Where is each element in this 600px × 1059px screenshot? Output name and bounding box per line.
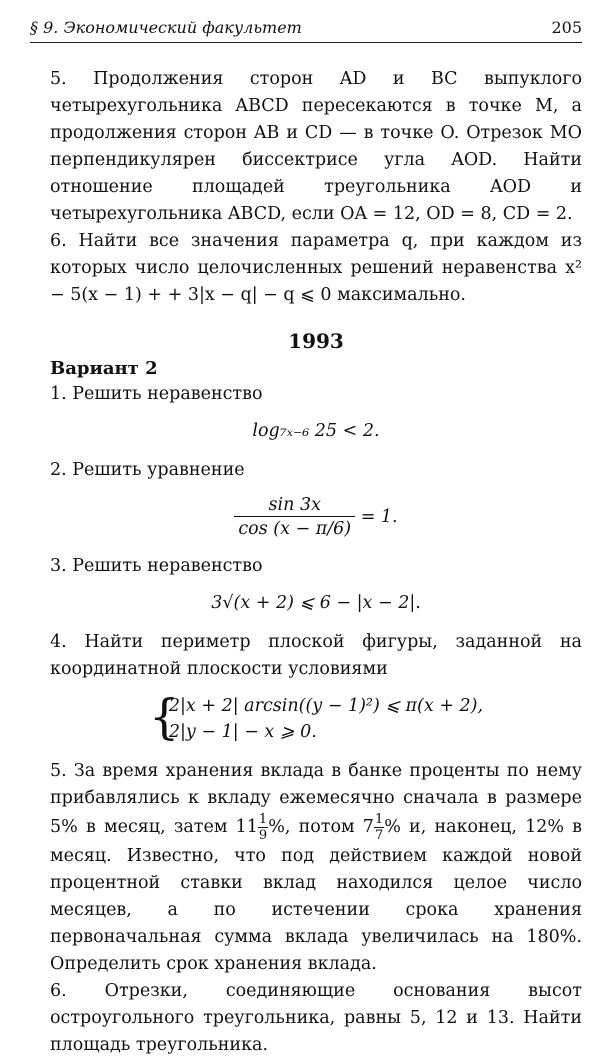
frac2-den: 7: [374, 828, 384, 843]
fraction: [234, 494, 355, 541]
year-heading: 1993: [288, 329, 344, 353]
page-number: 205: [551, 18, 582, 37]
page-content: [50, 66, 582, 1059]
brace-icon: {: [148, 689, 180, 745]
mixed-fraction-1: [258, 812, 268, 843]
problem-1-text: 1. Решить неравенство: [50, 384, 263, 404]
system-line-2: 2|y − 1| − x ⩾ 0.: [168, 722, 317, 742]
problem-5-part-1: 5. За время хранения вклада в банке проценты по нему прибавлялись к вкладу ежемесячно сначала в размере 5% в месяц, затем 11: [50, 761, 582, 837]
problem-6-text: 6. Отрезки, соединяющие основания высот остроугольного треугольника, равны 5, 12 и 13. Найти площадь треугольника.: [50, 981, 582, 1055]
problem-2-text: 2. Решить уравнение: [50, 460, 245, 480]
variant-heading: Вариант 2: [50, 358, 158, 379]
header-rule: [30, 42, 582, 43]
problem-4-system: [50, 689, 582, 746]
problem-5-text: [50, 758, 582, 978]
system-of-inequalities: [148, 689, 484, 745]
problem-5-part-2: %, потом 7: [268, 817, 374, 837]
running-header: [30, 12, 582, 42]
fraction-denominator: cos (x − π/6): [238, 519, 352, 539]
problem-2-formula: [50, 494, 582, 541]
section-title: § 9. Экономический факультет: [30, 18, 302, 37]
equation-rhs: = 1.: [360, 507, 398, 527]
frac2-num: 1: [374, 812, 384, 827]
fraction-numerator: sin 3x: [234, 494, 355, 517]
frac1-num: 1: [258, 812, 268, 827]
problem-4-text: 4. Найти периметр плоской фигуры, заданной на координатной плоскости условиями: [50, 632, 582, 679]
mixed-fraction-2: [374, 812, 384, 843]
problem-3-formula: 3√(x + 2) ⩽ 6 − |x − 2|.: [211, 593, 421, 613]
problem-5-part-3: % и, наконец, 12% в месяц. Известно, что под действием каждой новой процентной ставки вклад находился целое число месяцев, а по истечении срока хранения первоначальная сумма вклада увеличилась на 180%. Определить срок хранения вклада.: [50, 817, 583, 974]
problem-6-top: 6. Найти все значения параметра q, при каждом из которых число целочисленных решений неравенства x² − 5(x − 1) + + 3|x − q| − q ⩽ 0 максимально.: [50, 231, 582, 305]
problem-3-text: 3. Решить неравенство: [50, 556, 263, 576]
system-line-1: 2|x + 2| arcsin((y − 1)²) ⩽ π(x + 2),: [168, 696, 484, 716]
problem-5-top: 5. Продолжения сторон AD и BC выпуклого четырехугольника ABCD пересекаются в точке M, а продолжения сторон AB и CD — в точке O. Отрезок MO перпендикулярен биссектрисе угла AOD. Найти отношение площадей треугольника AOD и четырехугольника ABCD, если OA = 12, OD = 8, CD = 2.: [50, 69, 582, 224]
frac1-den: 9: [258, 828, 268, 843]
problem-1-formula: log₇ₓ₋₆ 25 < 2.: [252, 421, 380, 441]
